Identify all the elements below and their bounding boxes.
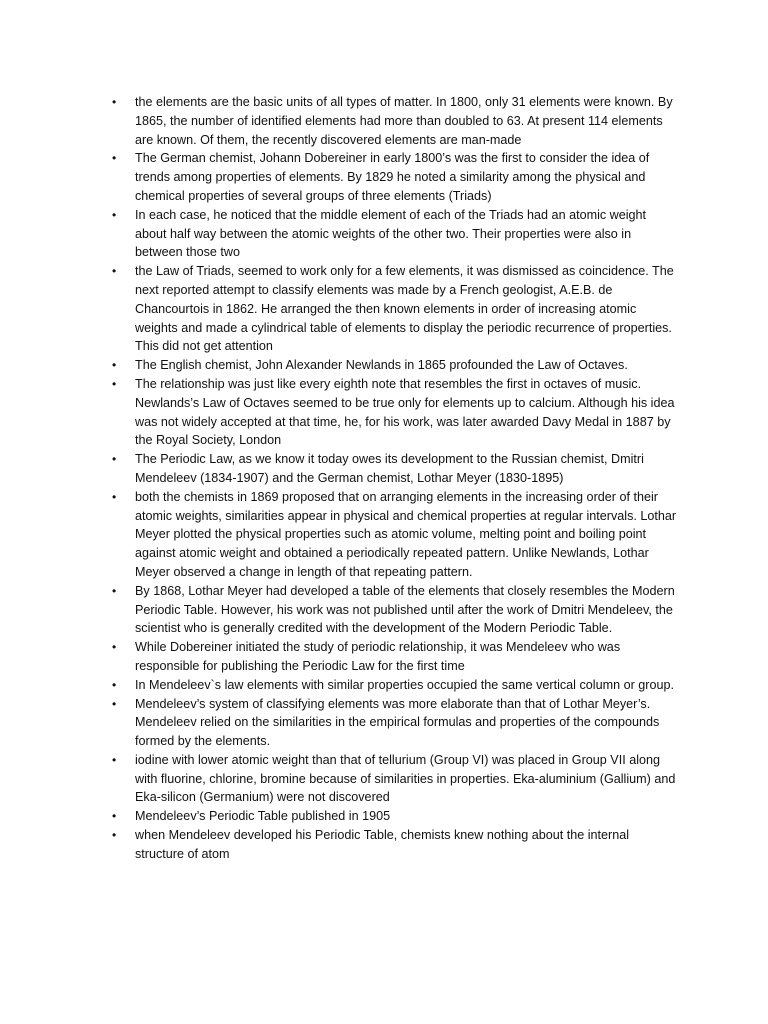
bullet-icon: • (112, 583, 117, 598)
list-item-text: both the chemists in 1869 proposed that on arranging elements in the increasing order of their atomic weights, similarities appear in physical and chemical properties at regular intervals. Lothar Meyer plotted the physical properties such as atomic volume, melting point and boiling point against atomic weight and obtained a periodically repeated pattern. Unlike Newlands, Lothar Meyer observed a change in length of that repeating pattern. (135, 489, 677, 579)
list-item (110, 206, 680, 262)
list-item (110, 488, 680, 582)
bullet-list (110, 93, 680, 864)
list-item (110, 695, 680, 751)
list-item-text: The Periodic Law, as we know it today owes its development to the Russian chemist, Dmitri Mendeleev (1834-1907) and the German chemist, Lothar Meyer (1830-1895) (135, 452, 644, 485)
bullet-icon: • (112, 489, 117, 504)
list-item (110, 638, 680, 676)
list-item (110, 149, 680, 205)
list-item (110, 676, 680, 695)
list-item (110, 450, 680, 488)
bullet-icon: • (112, 376, 117, 391)
list-item-text: the elements are the basic units of all types of matter. In 1800, only 31 elements were known. By 1865, the number of identified elements had more than doubled to 63. At present 114 elements are known. Of them, the recently discovered elements are man-made (135, 95, 673, 147)
list-item (110, 807, 680, 826)
bullet-icon: • (112, 677, 117, 692)
list-item (110, 262, 680, 356)
list-item (110, 356, 680, 375)
list-item (110, 93, 680, 149)
list-item-text: when Mendeleev developed his Periodic Table, chemists knew nothing about the internal structure of atom (135, 828, 630, 861)
bullet-icon: • (112, 828, 117, 843)
list-item-text: Mendeleev’s system of classifying elements was more elaborate than that of Lothar Meyer’s. Mendeleev relied on the similarities in the empirical formulas and properties of the compounds formed by the elements. (135, 696, 660, 749)
list-item-text: The German chemist, Johann Dobereiner in early 1800’s was the first to consider the idea of trends among properties of elements. By 1829 he noted a similarity among the physical and chemical properties of several groups of three elements (Triads) (135, 151, 650, 203)
bullet-icon: • (112, 151, 117, 166)
bullet-icon: • (112, 752, 117, 767)
list-item-text: In each case, he noticed that the middle element of each of the Triads had an atomic weight about half way between the atomic weights of the other two. Their properties were also in between those two (135, 207, 647, 260)
list-item (110, 826, 680, 864)
list-item (110, 751, 680, 807)
bullet-icon: • (112, 640, 117, 655)
bullet-icon: • (112, 95, 117, 109)
bullet-icon: • (112, 696, 117, 711)
list-item-text: iodine with lower atomic weight than that of tellurium (Group VI) was placed in Group VII along with fluorine, chlorine, bromine because of similarities in properties. Eka-aluminium (Gallium) and Eka-silicon (Germanium) were not discovered (135, 752, 676, 805)
bullet-icon: • (112, 264, 117, 279)
list-item-text: The English chemist, John Alexander Newlands in 1865 profounded the Law of Octaves. (135, 358, 628, 373)
list-item-text: The relationship was just like every eighth note that resembles the first in octaves of music. Newlands’s Law of Octaves seemed to be true only for elements up to calcium. Although his idea was not widely accepted at that time, he, for his work, was later awarded Davy Medal in 1887 by the Royal Society, London (135, 376, 675, 448)
list-item-text: By 1868, Lothar Meyer had developed a table of the elements that closely resembles the Modern Periodic Table. However, his work was not published until after the work of Dmitri Mendeleev, the scientist who is generally credited with the development of the Modern Periodic Table. (135, 583, 675, 636)
list-item-text: the Law of Triads, seemed to work only for a few elements, it was dismissed as coincidence. The next reported attempt to classify elements was made by a French geologist, A.E.B. de Chancourtois in 1862. He arranged the then known elements in order of increasing atomic weights and made a cylindrical table of elements to display the periodic recurrence of properties. This did not get attention (135, 264, 674, 354)
bullet-icon: • (112, 207, 117, 222)
bullet-icon: • (112, 452, 117, 467)
list-item-text: In Mendeleev`s law elements with similar properties occupied the same vertical column or group. (135, 677, 674, 692)
list-item (110, 582, 680, 638)
bullet-icon: • (112, 809, 117, 824)
bullet-icon: • (112, 358, 117, 373)
list-item-text: Mendeleev’s Periodic Table published in 1905 (135, 809, 391, 824)
list-item (110, 375, 680, 450)
list-item-text: While Dobereiner initiated the study of periodic relationship, it was Mendeleev who was responsible for publishing the Periodic Law for the first time (135, 640, 621, 673)
